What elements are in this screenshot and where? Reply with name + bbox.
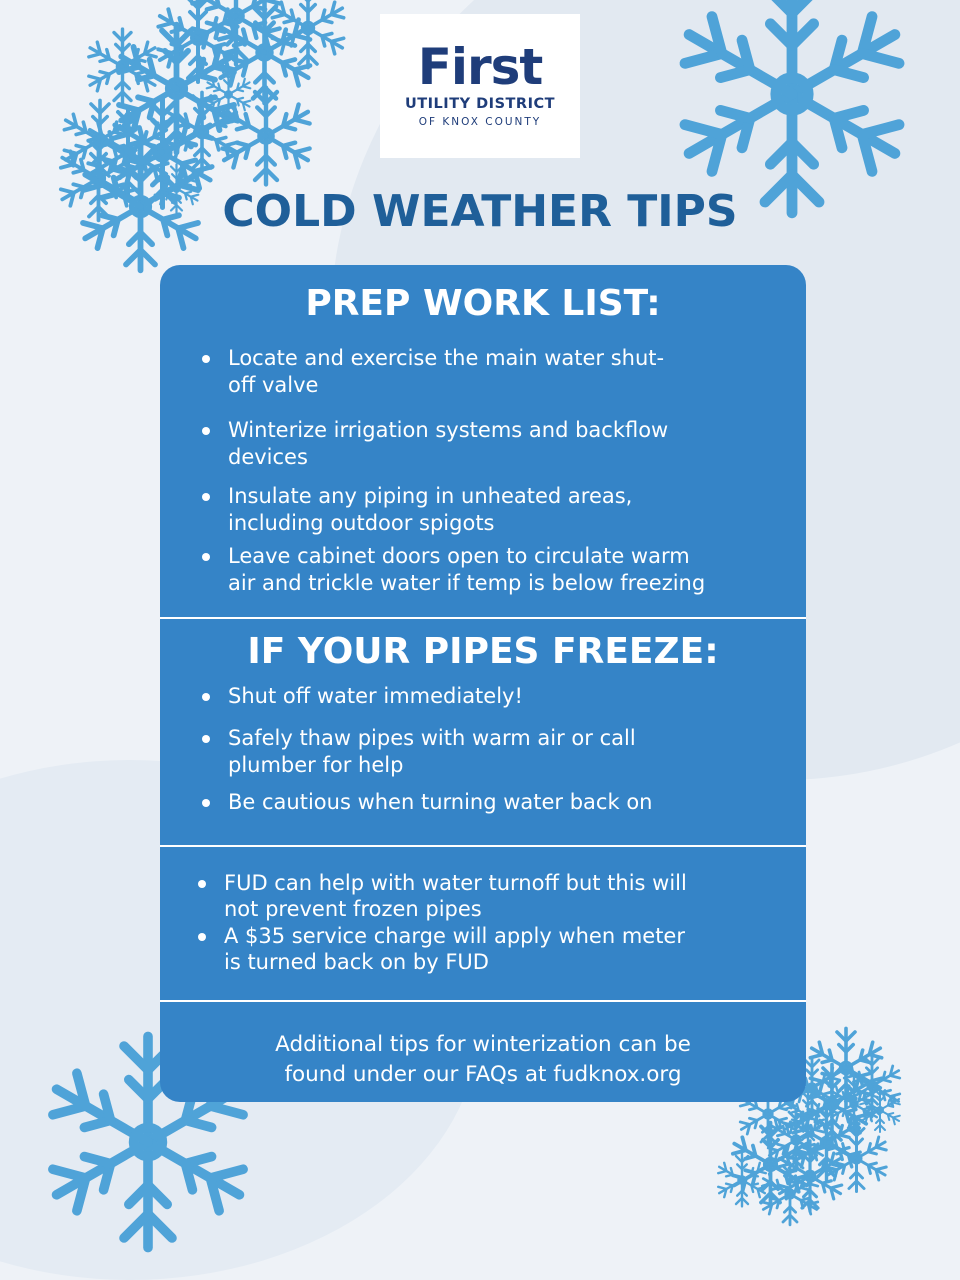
bullet-icon: [202, 799, 210, 807]
snowflake-icon: [211, 81, 321, 191]
list-item-text: Winterize irrigation systems and backflow devices: [228, 418, 669, 469]
list-item: [200, 923, 685, 975]
divider: [160, 845, 806, 847]
list-item: [204, 483, 632, 537]
list-item-text: Leave cabinet doors open to circulate warm air and trickle water if temp is below freezing: [228, 544, 706, 595]
list-item: [200, 870, 687, 922]
bullet-icon: [202, 427, 210, 435]
freeze-heading: IF YOUR PIPES FREEZE:: [247, 631, 719, 672]
snowflake-icon: [755, 1159, 825, 1229]
list-item: [204, 789, 652, 816]
divider: [160, 1000, 806, 1002]
bullet-icon: [198, 880, 206, 888]
bullet-icon: [202, 553, 210, 561]
list-item: [204, 417, 668, 471]
bullet-icon: [202, 493, 210, 501]
bullet-icon: [202, 735, 210, 743]
bullet-icon: [202, 355, 210, 363]
logo-utility-district: UTILITY DISTRICT: [405, 96, 555, 112]
list-item-text: Safely thaw pipes with warm air or call plumber for help: [228, 726, 636, 777]
page-title: COLD WEATHER TIPS: [222, 186, 738, 237]
list-item: [204, 543, 705, 597]
logo: [380, 14, 580, 158]
tips-card: [160, 265, 806, 1102]
list-item-text: Insulate any piping in unheated areas, including outdoor spigots: [228, 484, 633, 535]
list-item: [204, 345, 664, 399]
bullet-icon: [198, 933, 206, 941]
list-item-text: FUD can help with water turnoff but this will not prevent frozen pipes: [224, 871, 687, 921]
list-item-text: Shut off water immediately!: [228, 684, 523, 708]
footer-text: Additional tips for winterization can be found under our FAQs at fudknox.org: [275, 1032, 691, 1087]
list-item: [204, 683, 523, 710]
list-item-text: A $35 service charge will apply when meter is turned back on by FUD: [224, 924, 685, 974]
snowflake-icon: [263, 0, 353, 73]
prep-heading: PREP WORK LIST:: [305, 283, 661, 324]
logo-first: First: [417, 38, 543, 96]
bullet-icon: [202, 693, 210, 701]
list-item-text: Be cautious when turning water back on: [228, 790, 653, 814]
divider: [160, 617, 806, 619]
list-item: [204, 725, 636, 779]
list-item-text: Locate and exercise the main water shut- off valve: [228, 346, 665, 397]
logo-knox-county: OF KNOX COUNTY: [418, 116, 542, 128]
